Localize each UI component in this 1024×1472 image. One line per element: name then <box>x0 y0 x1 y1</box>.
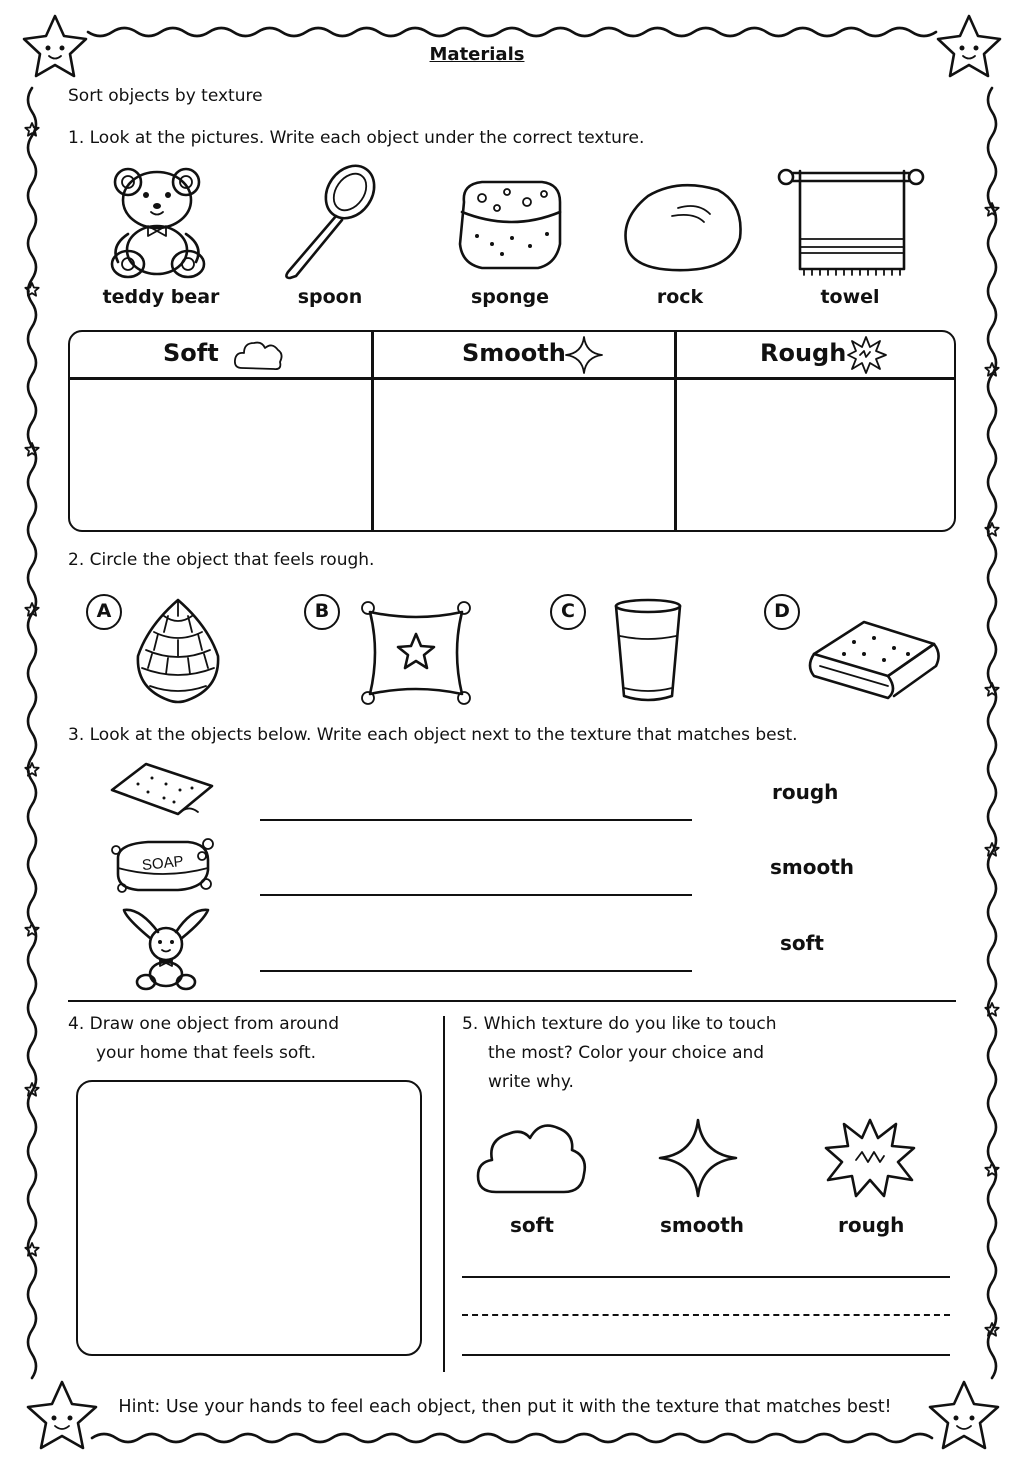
blanket-icon[interactable] <box>804 614 944 704</box>
object-label-spoon: spoon <box>297 286 363 308</box>
sponge-icon <box>452 172 572 282</box>
section-divider <box>68 1000 956 1002</box>
q1-prompt: 1. Look at the pictures. Write each object under the correct texture. <box>68 128 645 148</box>
sparkle-icon[interactable] <box>656 1116 740 1200</box>
writing-line-2[interactable] <box>462 1354 950 1356</box>
towel-icon <box>776 163 926 278</box>
table-column-divider <box>674 330 677 532</box>
writing-line-dashed[interactable] <box>462 1314 950 1316</box>
page-subtitle: Sort objects by texture <box>68 86 263 106</box>
sparkle-icon <box>564 335 604 375</box>
cloud-icon[interactable] <box>474 1116 590 1200</box>
q5-prompt-line1: 5. Which texture do you like to touch <box>462 1014 777 1034</box>
rock-icon <box>618 180 748 280</box>
choice-label-smooth: smooth <box>660 1213 745 1237</box>
soap-icon <box>108 834 218 898</box>
table-column-divider <box>371 330 374 532</box>
answer-line-1[interactable] <box>260 819 692 821</box>
q5-prompt-line2: the most? Color your choice and <box>488 1043 765 1063</box>
object-label-teddy-bear: teddy bear <box>102 286 220 308</box>
soap-label: SOAP <box>141 852 185 875</box>
object-label-towel: towel <box>820 286 880 308</box>
texture-word-soft: soft <box>780 931 824 955</box>
burst-icon <box>846 335 886 375</box>
choice-label-rough: rough <box>838 1213 905 1237</box>
pillow-icon[interactable] <box>356 598 476 708</box>
page-title: Materials <box>429 44 525 65</box>
spoon-icon <box>278 162 388 282</box>
hint-text: Hint: Use your hands to feel each object, then put it with the texture that matches best! <box>118 1397 892 1417</box>
option-d-marker[interactable]: D <box>764 594 800 630</box>
writing-line-1[interactable] <box>462 1276 950 1278</box>
table-header-smooth: Smooth <box>462 339 566 367</box>
texture-word-smooth: smooth <box>770 855 855 879</box>
column-divider <box>443 1016 445 1372</box>
q5-prompt-line3: write why. <box>488 1072 574 1092</box>
object-label-rock: rock <box>656 286 704 308</box>
texture-word-rough: rough <box>772 780 839 804</box>
option-c-marker[interactable]: C <box>550 594 586 630</box>
glass-icon[interactable] <box>608 596 688 708</box>
q3-prompt: 3. Look at the objects below. Write each object next to the texture that matches best. <box>68 725 798 745</box>
object-label-sponge: sponge <box>471 286 549 308</box>
drawing-box[interactable] <box>76 1080 422 1356</box>
bunny-toy-icon <box>120 908 210 990</box>
teddy-bear-icon <box>106 162 216 282</box>
q4-prompt-line1: 4. Draw one object from around <box>68 1014 339 1034</box>
q2-prompt: 2. Circle the object that feels rough. <box>68 550 375 570</box>
burst-icon[interactable] <box>822 1116 918 1200</box>
answer-line-2[interactable] <box>260 894 692 896</box>
option-b-marker[interactable]: B <box>304 594 340 630</box>
option-a-marker[interactable]: A <box>86 594 122 630</box>
q4-prompt-line2: your home that feels soft. <box>96 1043 317 1063</box>
choice-label-soft: soft <box>510 1213 554 1237</box>
table-header-soft: Soft <box>163 339 219 367</box>
sandpaper-icon <box>108 760 218 820</box>
pinecone-icon[interactable] <box>128 596 228 706</box>
table-header-rough: Rough <box>760 339 847 367</box>
answer-line-3[interactable] <box>260 970 692 972</box>
cloud-icon <box>232 338 284 374</box>
table-header-divider <box>68 377 956 380</box>
